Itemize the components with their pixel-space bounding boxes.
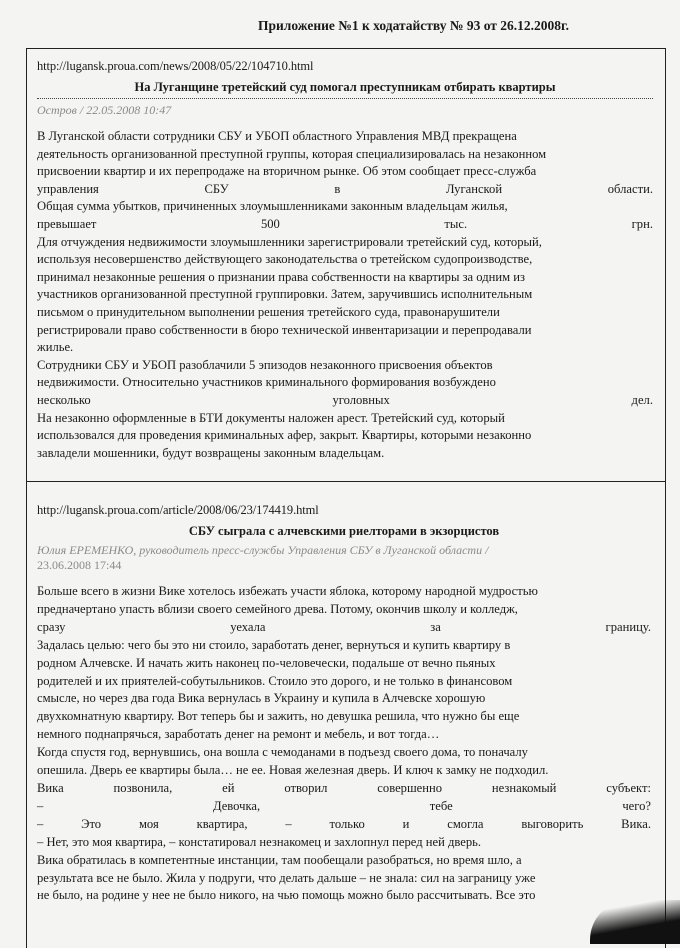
paragraph-line: письмом о принудительном выполнении решения третейского суда, правонарушители bbox=[37, 304, 500, 319]
paragraph-line: деятельность организованной преступной группы, которая специализировалась на незаконном bbox=[37, 146, 547, 161]
paragraph-line: родителей и их приятелей-собутыльников. Стоило это дорого, и не только в финансовом bbox=[37, 673, 513, 688]
paragraph-line: немного поднапрячься, заработать денег на ремонт и мебель, и вот тогда… bbox=[37, 727, 440, 742]
article-2 bbox=[27, 503, 665, 905]
paragraph-line: родном Алчевске. И начать жить наконец по-человечески, подальше от вечно пьяных bbox=[37, 655, 496, 670]
paragraph-line: сразу уехала за границу. bbox=[37, 619, 651, 634]
article-2-date: 23.06.2008 17:44 bbox=[37, 558, 122, 572]
paragraph-line: завладели мошенники, будут возвращены законным владельцам. bbox=[37, 445, 385, 460]
attachment-header: Приложение №1 к ходатайству № 93 от 26.12.2008г. bbox=[258, 18, 570, 33]
article-1-url[interactable]: http://lugansk.proua.com/news/2008/05/22/104710.html bbox=[37, 59, 314, 73]
paragraph-line: не было, на родине у нее не было никого, на чью помощь можно было рассчитывать. Все это bbox=[37, 888, 536, 903]
article-2-title: СБУ сыграла с алчевскими риелторами в экзорцистов bbox=[188, 524, 500, 538]
paragraph-line: – Это моя квартира, – только и смогла выговорить Вика. bbox=[37, 816, 651, 831]
paragraph-line: участников организованной преступной группировки. Затем, заручившись исполнительным bbox=[37, 287, 533, 302]
paragraph-line: – Девочка, тебе чего? bbox=[37, 798, 651, 813]
paragraph-line: присвоении квартир и их перепродаже на вторичном рынке. Об этом сообщает пресс-служба bbox=[37, 164, 537, 179]
paragraph-line: Вика позвонила, ей отворил совершенно незнакомый субъект: bbox=[37, 780, 651, 795]
paragraph-line: Когда спустя год, вернувшись, она вошла с чемоданами в подъезд своего дома, то поначалу bbox=[37, 745, 528, 760]
paragraph-line: – Нет, это моя квартира, – констатировал незнакомец и захлопнул перед ней дверь. bbox=[37, 834, 482, 849]
paragraph-line: используя несовершенство действующего законодательства о третейском судопроизводстве, bbox=[37, 252, 533, 267]
article-2-body bbox=[37, 583, 651, 905]
paragraph-line: Больше всего в жизни Вике хотелось избежать участи яблока, которому народной мудростью bbox=[37, 584, 538, 598]
paragraph-line: Общая сумма убытков, причиненных злоумышленниками законным владельцам жилья, bbox=[37, 199, 508, 214]
paragraph-line: превышает 500 тыс. грн. bbox=[37, 216, 653, 231]
paragraph-line: В Луганской области сотрудники СБУ и УБОП областного Управления МВД прекращена bbox=[37, 129, 517, 143]
paragraph-line: двухкомнатную квартиру. Вот теперь бы и зажить, но девушка решила, что нужно бы еще bbox=[37, 709, 520, 724]
paragraph-line: использовался для проведения криминальных афер, закрыт. Квартиры, которыми незаконно bbox=[37, 428, 532, 443]
paragraph-line: управления СБУ в Луганской области. bbox=[37, 181, 653, 196]
document-frame bbox=[26, 48, 666, 948]
article-1-byline bbox=[37, 103, 653, 118]
paragraph-line: Для отчуждения недвижимости злоумышленники зарегистрировали третейский суд, который, bbox=[37, 234, 542, 249]
paragraph-line: Задалась целью: чего бы это ни стоило, заработать денег, вернуться и купить квартиру в bbox=[37, 637, 511, 652]
paragraph-line: На незаконно оформленные в БТИ документы наложен арест. Третейский суд, который bbox=[37, 410, 505, 425]
paragraph-line: Сотрудники СБУ и УБОП разоблачили 5 эпизодов незаконного присвоения объектов bbox=[37, 357, 493, 372]
article-2-url[interactable]: http://lugansk.proua.com/article/2008/06/23/174419.html bbox=[37, 503, 319, 517]
article-2-byline-text: Юлия ЕРЕМЕНКО, руководитель пресс-службы Управления СБУ в Луганской области / bbox=[37, 543, 489, 557]
paragraph-line: результата все не было. Жила у подруги, что делать дальше – не знала: сил на заграницу уже bbox=[37, 870, 536, 885]
article-1-title: На Луганщине третейский суд помогал преступникам отбирать квартиры bbox=[37, 80, 653, 99]
paragraph-line: смысле, но через два года Вика вернулась в Украину и купила в Алчевске хорошую bbox=[37, 691, 486, 706]
paragraph-line: принимал незаконные решения о признании права собственности на квартиры за одним из bbox=[37, 269, 525, 284]
paragraph-line: жилье. bbox=[37, 340, 74, 355]
article-2-byline bbox=[37, 543, 651, 573]
paragraph-line: опешила. Дверь ее квартиры была… не ее. Новая железная дверь. И ключ к замку не подходил. bbox=[37, 763, 549, 778]
article-1-body bbox=[37, 128, 653, 462]
paragraph-line: несколько уголовных дел. bbox=[37, 392, 653, 407]
paragraph-line: Вика обратилась в компетентные инстанции, там пообещали разобраться, но время шло, а bbox=[37, 852, 522, 867]
paragraph-line: недвижимости. Относительно участников криминального формирования возбуждено bbox=[37, 375, 496, 390]
article-1 bbox=[27, 49, 665, 482]
paragraph-line: регистрировали право собственности в бюро технической инвентаризации и перепродавали bbox=[37, 322, 532, 337]
paragraph-line: предначертано упасть вблизи своего семейного древа. Потому, окончив школу и колледж, bbox=[37, 601, 518, 616]
article-1-byline-text: Остров / 22.05.2008 10:47 bbox=[37, 103, 172, 117]
